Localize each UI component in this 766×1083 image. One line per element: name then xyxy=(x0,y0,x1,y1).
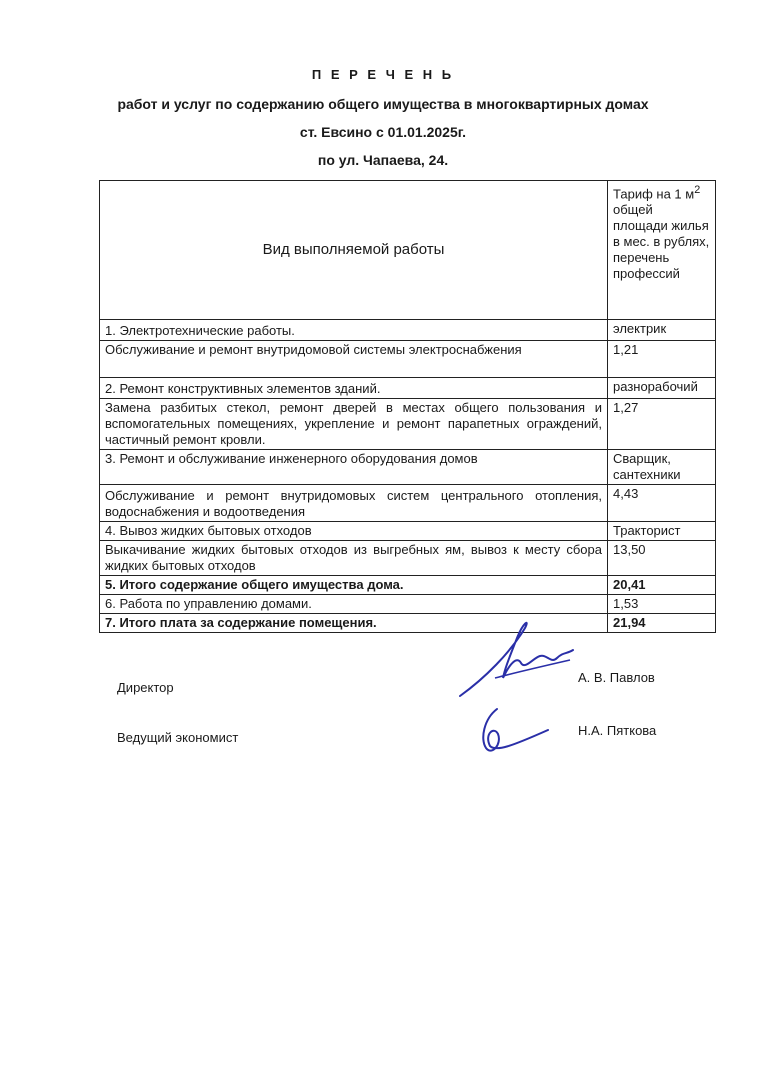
table-row xyxy=(100,485,716,522)
work-type-header: Вид выполняемой работы xyxy=(100,181,608,320)
value-cell: 1,27 xyxy=(608,399,716,450)
director-signature xyxy=(455,608,580,703)
value-cell: 21,94 xyxy=(608,614,716,633)
work-cell: 6. Работа по управлению домами. xyxy=(100,595,608,614)
work-cell: Обслуживание и ремонт внутридомовых систем центрального отопления, водоснабжения и водоотведения xyxy=(100,485,608,522)
work-cell: Обслуживание и ремонт внутридомовой системы электроснабжения xyxy=(100,341,608,378)
value-cell: 1,53 xyxy=(608,595,716,614)
tariff-header-sup: 2 xyxy=(694,184,701,196)
tariff-header xyxy=(608,181,716,320)
work-cell: Замена разбитых стекол, ремонт дверей в местах общего пользования и вспомогательных помещениях, укрепление и ремонт парапетных ограждений, частичный ремонт кровли. xyxy=(100,399,608,450)
economist-name: Н.А. Пяткова xyxy=(578,723,657,738)
value-cell: 20,41 xyxy=(608,576,716,595)
table-row xyxy=(100,541,716,576)
table-row xyxy=(100,320,716,341)
table-row xyxy=(100,576,716,595)
work-cell: Выкачивание жидких бытовых отходов из выгребных ям, вывоз к месту сбора жидких бытовых отходов xyxy=(100,541,608,576)
document-location: ст. Евсино с 01.01.2025г. xyxy=(299,124,467,140)
work-cell: 7. Итого плата за содержание помещения. xyxy=(100,614,608,633)
value-cell: 13,50 xyxy=(608,541,716,576)
table-row xyxy=(100,399,716,450)
table-row xyxy=(100,614,716,633)
tariff-header-prefix: Тариф на 1 м xyxy=(613,186,695,202)
table-row xyxy=(100,522,716,541)
economist-title: Ведущий экономист xyxy=(117,730,239,745)
tariff-header-rest: общей площади жилья в мес. в рублях, перечень профессий xyxy=(613,202,710,282)
work-cell: 4. Вывоз жидких бытовых отходов xyxy=(100,522,608,541)
work-cell: 3. Ремонт и обслуживание инженерного оборудования домов xyxy=(100,450,608,485)
value-cell: Тракторист xyxy=(608,522,716,541)
document-subtitle: работ и услуг по содержанию общего имущества в многоквартирных домах xyxy=(117,96,649,112)
work-cell: 2. Ремонт конструктивных элементов зданий. xyxy=(100,378,608,399)
tariff-table xyxy=(99,180,716,633)
value-cell: разнорабочий xyxy=(608,378,716,399)
document-address: по ул. Чапаева, 24. xyxy=(317,152,449,168)
table-row xyxy=(100,450,716,485)
value-cell: электрик xyxy=(608,320,716,341)
table-row xyxy=(100,595,716,614)
value-cell: 1,21 xyxy=(608,341,716,378)
value-cell: 4,43 xyxy=(608,485,716,522)
table-row xyxy=(100,378,716,399)
work-cell: 1. Электротехнические работы. xyxy=(100,320,608,341)
director-title: Директор xyxy=(117,680,174,695)
work-cell: 5. Итого содержание общего имущества дома. xyxy=(100,576,608,595)
economist-signature xyxy=(472,704,552,756)
table-header-row xyxy=(100,181,716,320)
document-title: П Е Р Е Ч Е Н Ь xyxy=(311,67,455,82)
director-name: А. В. Павлов xyxy=(578,670,655,685)
value-cell: Сварщик, сантехники xyxy=(608,450,716,485)
table-row xyxy=(100,341,716,378)
